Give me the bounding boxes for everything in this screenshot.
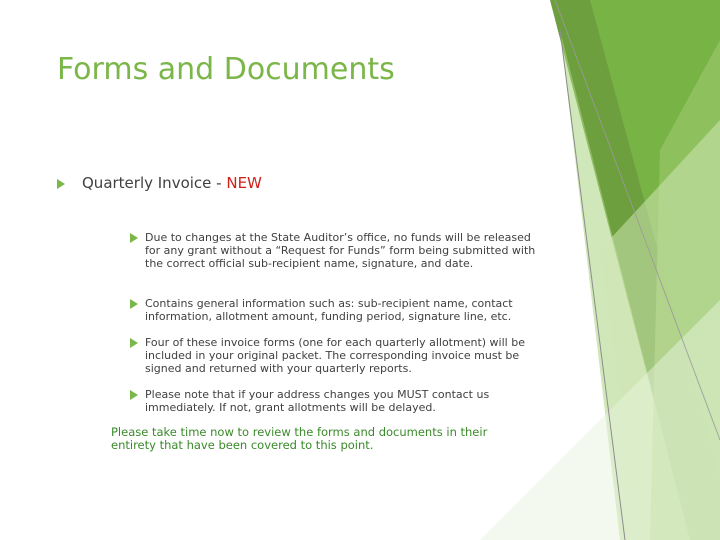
new-highlight: NEW [226, 174, 262, 192]
review-note: Please take time now to review the forms and documents in their entirety that have been covered to this point. [111, 425, 488, 452]
sub-bullet-4: Please note that if your address changes you MUST contact us immediately. If not, grant allotments will be delayed. [145, 388, 490, 414]
triangle-arrow-bullet-icon [130, 233, 138, 243]
sub-bullet-3: Four of these invoice forms (one for each quarterly allotment) will be included in your original packet. The corresponding invoice must be signed and returned with your quarterly reports. [145, 336, 525, 375]
sub-bullet-1: Due to changes at the State Auditor’s office, no funds will be released for any grant without a “Request for Funds” form being submitted with the correct official sub-recipient name, signature, and date. [145, 231, 536, 270]
slide-title: Forms and Documents [57, 52, 395, 87]
triangle-arrow-bullet-icon [130, 299, 138, 309]
triangle-arrow-bullet-icon [57, 179, 65, 189]
sub-bullet-2: Contains general information such as: sub-recipient name, contact information, allotment amount, funding period, signature line, etc. [145, 297, 513, 323]
main-bullet-text: Quarterly Invoice - [82, 174, 227, 192]
triangle-arrow-bullet-icon [130, 338, 138, 348]
main-bullet [82, 174, 262, 192]
triangle-arrow-bullet-icon [130, 390, 138, 400]
